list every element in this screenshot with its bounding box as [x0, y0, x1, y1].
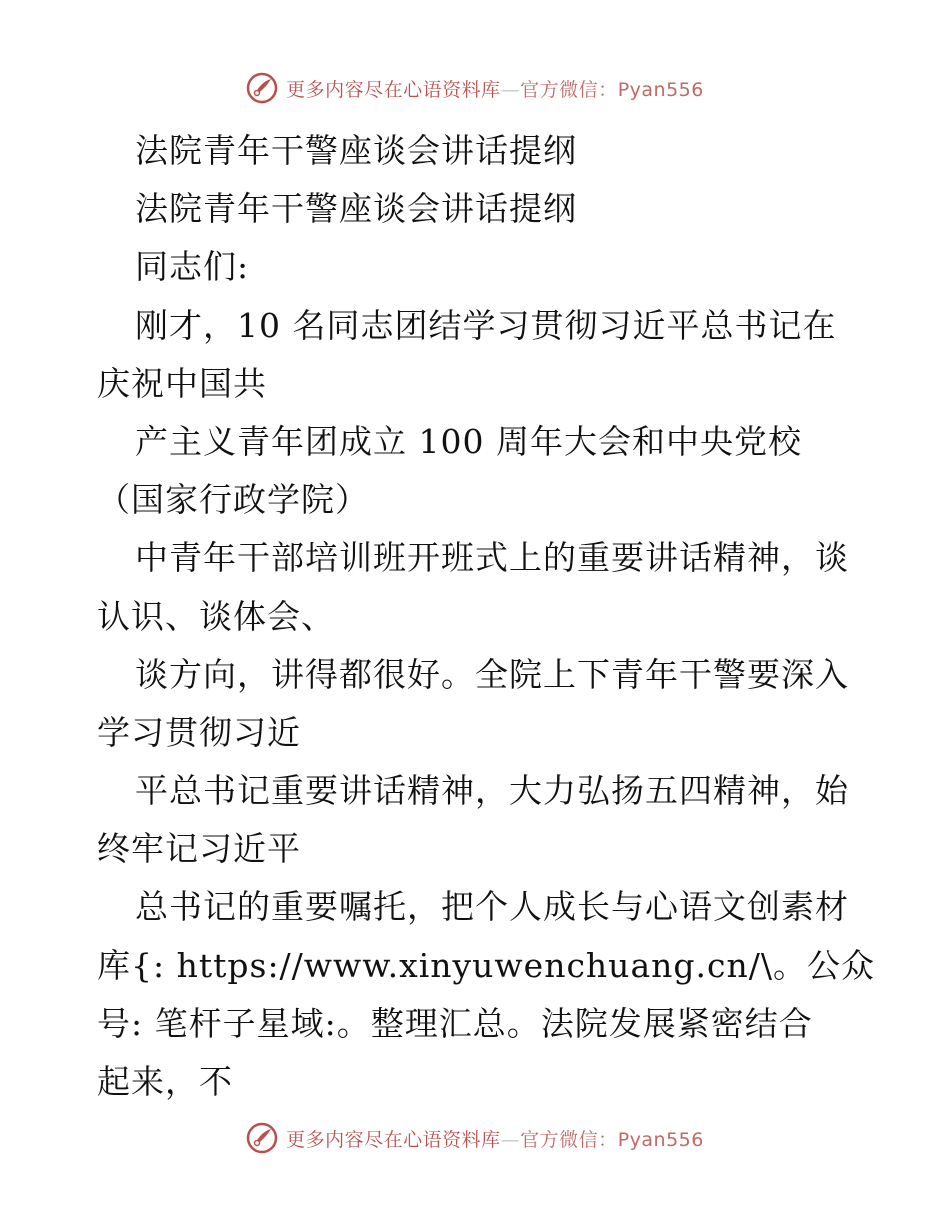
doc-line: 中青年干部培训班开班式上的重要讲话精神，谈 — [135, 538, 849, 578]
doc-salutation: 同志们: — [135, 247, 250, 287]
doc-line: 认识、谈体会、 — [97, 596, 335, 636]
banner-main-text: 更多内容尽在心语资料库 — [286, 78, 501, 101]
feather-logo-icon — [246, 1122, 278, 1154]
doc-line: 起来，不 — [97, 1062, 233, 1101]
doc-line: 产主义青年团成立 100 周年大会和中央党校 — [135, 421, 802, 461]
banner-wechat-id: Pyan556 — [617, 1128, 704, 1151]
doc-line: 库{: https://www.xinyuwenchuang.cn/\。公众 — [97, 945, 875, 985]
doc-title: 法院青年干警座谈会讲话提纲 — [135, 131, 577, 170]
doc-line: 刚才，10 名同志团结学习贯彻习近平总书记在 — [135, 305, 837, 345]
banner-text — [286, 75, 704, 102]
document-body — [97, 122, 875, 1111]
doc-line: 谈方向，讲得都很好。全院上下青年干警要深入 — [135, 654, 849, 694]
header-banner — [0, 72, 950, 104]
doc-line: 号: 笔杆子星域:。整理汇总。法院发展紧密结合 — [97, 1003, 813, 1043]
doc-line: （国家行政学院） — [97, 480, 369, 520]
doc-line: 总书记的重要嘱托，把个人成长与心语文创素材 — [135, 887, 849, 927]
doc-line: 终牢记习近平 — [97, 829, 301, 869]
banner-wechat-label: 官方微信： — [520, 78, 618, 101]
doc-title-repeat: 法院青年干警座谈会讲话提纲 — [135, 189, 577, 229]
feather-logo-icon — [246, 72, 278, 104]
doc-line: 平总书记重要讲话精神，大力弘扬五四精神，始 — [135, 771, 849, 811]
banner-text — [286, 1125, 704, 1152]
banner-wechat-id: Pyan556 — [617, 78, 704, 101]
doc-line: 庆祝中国共 — [97, 363, 267, 403]
banner-separator: — — [500, 1128, 521, 1151]
banner-wechat-label: 官方微信： — [520, 1128, 618, 1151]
doc-line: 学习贯彻习近 — [97, 712, 301, 752]
footer-banner — [0, 1122, 950, 1154]
banner-main-text: 更多内容尽在心语资料库 — [286, 1128, 501, 1151]
banner-separator: — — [500, 78, 521, 101]
